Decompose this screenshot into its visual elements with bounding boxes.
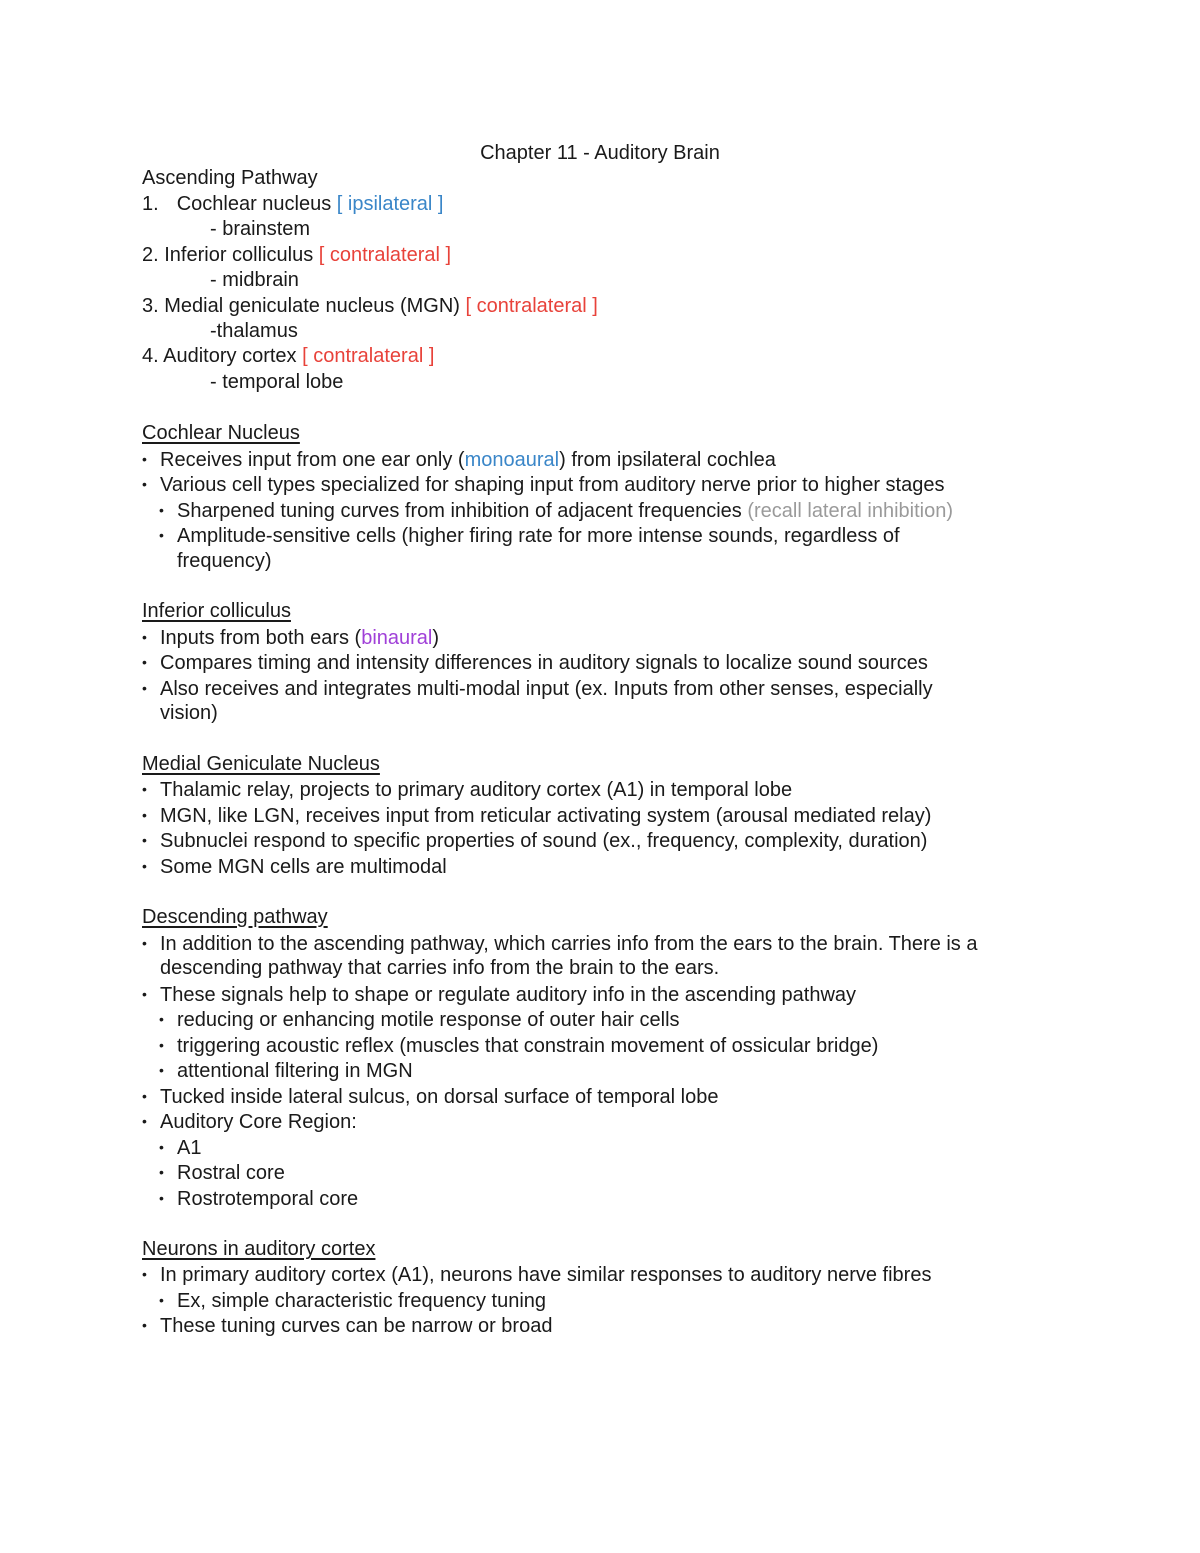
bullet-icon: • [142,476,147,492]
bullet-icon: • [142,1266,147,1282]
core-region-item-2: • Rostral core [159,1162,285,1184]
mgn-bullet-2: • MGN, like LGN, receives input from reticular activating system (arousal mediated relay) [142,805,932,827]
ascending-item-3 [142,294,598,319]
bullet-icon: • [159,1190,164,1206]
monoaural-term: monoaural [464,449,560,471]
cochlear-heading: Cochlear Nucleus [142,422,300,444]
cochlear-sub-bullet-2-cont: frequency) [177,550,272,572]
bullet-icon: • [159,502,164,518]
descending-sub-bullet-2: • triggering acoustic reflex (muscles that constrain movement of ossicular bridge) [159,1035,879,1057]
descending-bullet-3: • Tucked inside lateral sulcus, on dorsal surface of temporal lobe [142,1086,719,1108]
item-name: Inferior colliculus [164,244,314,266]
bullet-icon: • [142,858,147,874]
core-region-item-1: • A1 [159,1137,202,1159]
ascending-item-4-sub: - temporal lobe [210,371,344,393]
mgn-bullet-1: • Thalamic relay, projects to primary auditory cortex (A1) in temporal lobe [142,779,793,801]
inferior-heading: Inferior colliculus [142,600,291,622]
ascending-item-1 [142,192,444,217]
contralateral-tag: [ contralateral ] [318,244,452,266]
bullet-icon: • [159,1139,164,1155]
bullet-icon: • [142,680,147,696]
neurons-bullet-1: • In primary auditory cortex (A1), neurons have similar responses to auditory nerve fibres [142,1264,932,1286]
item-name: Cochlear nucleus [176,193,332,215]
bullet-icon: • [142,1113,147,1129]
page-title: Chapter 11 - Auditory Brain [480,142,720,164]
inferior-bullet-3: • Also receives and integrates multi-modal input (ex. Inputs from other senses, especially [142,678,933,700]
mgn-bullet-3: • Subnuclei respond to specific properties of sound (ex., frequency, complexity, duration) [142,830,928,852]
item-name: Medial geniculate nucleus (MGN) [164,295,460,317]
bullet-icon: • [142,1088,147,1104]
inferior-bullet-1: • Inputs from both ears (binaural) [142,627,440,649]
ascending-item-4 [142,344,434,369]
ipsilateral-tag: [ ipsilateral ] [336,193,444,215]
item-number: 3. [142,295,159,317]
bullet-icon: • [142,807,147,823]
bullet-icon: • [142,654,147,670]
ascending-item-2-sub: - midbrain [210,269,299,291]
cochlear-bullet-2: • Various cell types specialized for shaping input from auditory nerve prior to higher stages [142,474,945,496]
ascending-heading: Ascending Pathway [142,167,318,189]
contralateral-tag: [ contralateral ] [302,345,435,367]
inferior-bullet-2: • Compares timing and intensity differences in auditory signals to localize sound sources [142,652,928,674]
contralateral-tag: [ contralateral ] [465,295,598,317]
cochlear-sub-bullet-2: • Amplitude-sensitive cells (higher firing rate for more intense sounds, regardless of [159,525,900,547]
cochlear-sub-bullet-1: • Sharpened tuning curves from inhibition of adjacent frequencies (recall lateral inhibition) [159,500,954,522]
descending-sub-bullet-1: • reducing or enhancing motile response of outer hair cells [159,1009,680,1031]
bullet-icon: • [142,935,147,951]
bullet-icon: • [142,781,147,797]
ascending-item-3-sub: -thalamus [210,320,298,342]
bullet-icon: • [142,451,147,467]
item-number: 1. [142,193,159,215]
binaural-term: binaural [361,627,433,649]
item-name: Auditory cortex [163,345,297,367]
bullet-icon: • [159,1164,164,1180]
bullet-icon: • [142,629,147,645]
bullet-icon: • [159,527,164,543]
cochlear-bullet-1: • Receives input from one ear only (monoaural) from ipsilateral cochlea [142,449,776,471]
descending-bullet-2: • These signals help to shape or regulate auditory info in the ascending pathway [142,984,857,1006]
inferior-bullet-3-cont: vision) [160,702,218,724]
descending-bullet-1: • In addition to the ascending pathway, which carries info from the ears to the brain. There is a [142,933,978,955]
core-region-item-3: • Rostrotemporal core [159,1188,359,1210]
descending-heading: Descending pathway [142,906,328,928]
item-number: 2. [142,244,159,266]
bullet-icon: • [142,832,147,848]
descending-sub-bullet-3: • attentional filtering in MGN [159,1060,413,1082]
bullet-icon: • [159,1292,164,1308]
bullet-icon: • [142,986,147,1002]
mgn-bullet-4: • Some MGN cells are multimodal [142,856,447,878]
item-number: 4. [142,345,159,367]
bullet-icon: • [142,1317,147,1333]
neurons-heading: Neurons in auditory cortex [142,1238,376,1260]
lateral-inhibition-note: (recall lateral inhibition) [747,500,954,522]
ascending-item-1-sub: - brainstem [210,218,311,240]
neurons-sub-bullet-1: • Ex, simple characteristic frequency tuning [159,1290,547,1312]
ascending-item-2 [142,243,451,268]
neurons-bullet-2: • These tuning curves can be narrow or broad [142,1315,553,1337]
mgn-heading: Medial Geniculate Nucleus [142,753,380,775]
descending-bullet-1-cont: descending pathway that carries info from the brain to the ears. [160,957,720,979]
bullet-icon: • [159,1037,164,1053]
bullet-icon: • [159,1062,164,1078]
descending-bullet-4: • Auditory Core Region: [142,1111,357,1133]
bullet-icon: • [159,1011,164,1027]
